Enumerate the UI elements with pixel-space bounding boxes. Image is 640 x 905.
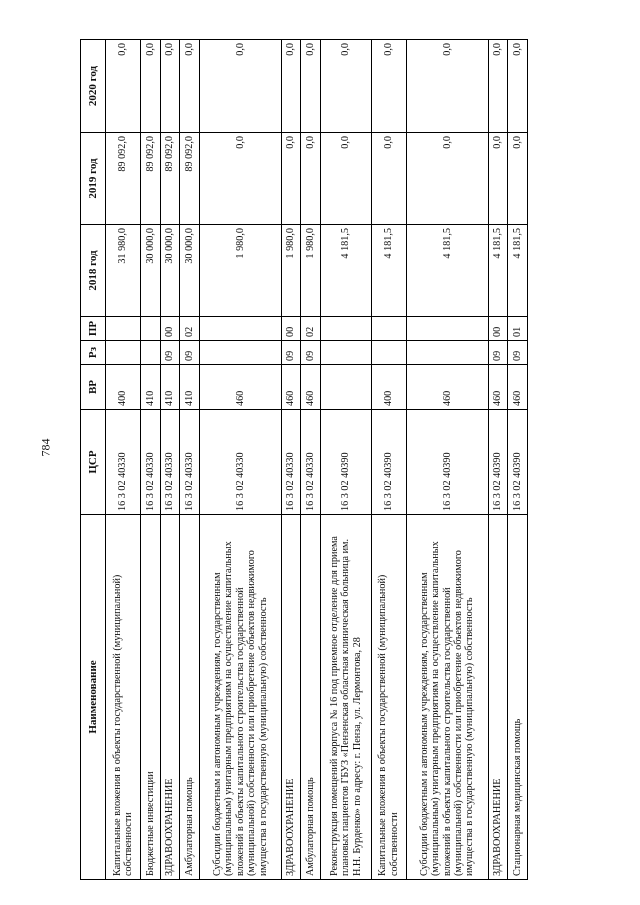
header-2020: 2020 год	[81, 40, 106, 133]
cell-2020: 0,0	[371, 40, 406, 133]
cell-2018: 1 980,0	[281, 225, 301, 317]
cell-2020: 0,0	[406, 40, 488, 133]
cell-2019: 89 092,0	[141, 133, 161, 225]
cell-vr: 460	[199, 365, 281, 410]
cell-name: Бюджетные инвестиции	[141, 515, 161, 880]
cell-pr: 02	[301, 317, 321, 341]
cell-vr	[320, 365, 371, 410]
cell-csr: 16 3 02 40390	[371, 410, 406, 515]
page-number: 784	[38, 438, 53, 457]
cell-name: Субсидии бюджетным и автономным учреждениям, государственным (муниципальным) унитарным предприятиям на осуществление капитальных вложений в объекты капитального строительства государственной (муниципальной) собственности или приобретение объектов недвижимого имущества в государственную (муниципальную) собственность	[199, 515, 281, 880]
table-row	[488, 40, 508, 880]
table-row	[141, 40, 161, 880]
table-row	[160, 40, 180, 880]
cell-rz	[371, 341, 406, 365]
cell-2018: 4 181,5	[488, 225, 508, 317]
cell-name: ЗДРАВООХРАНЕНИЕ	[488, 515, 508, 880]
cell-2018: 31 980,0	[106, 225, 141, 317]
cell-name: Амбулаторная помощь	[180, 515, 200, 880]
budget-table	[80, 39, 528, 880]
cell-pr	[141, 317, 161, 341]
cell-pr: 02	[180, 317, 200, 341]
table-row	[106, 40, 141, 880]
cell-vr: 460	[301, 365, 321, 410]
table-row	[320, 40, 371, 880]
cell-vr: 400	[371, 365, 406, 410]
cell-name: Капитальные вложения в объекты государственной (муниципальной) собственности	[106, 515, 141, 880]
cell-name: Стационарная медицинская помощь	[508, 515, 528, 880]
cell-2020: 0,0	[106, 40, 141, 133]
cell-pr	[106, 317, 141, 341]
cell-rz	[141, 341, 161, 365]
header-pr: ПР	[81, 317, 106, 341]
cell-2019: 0,0	[371, 133, 406, 225]
cell-2019: 89 092,0	[106, 133, 141, 225]
cell-pr: 01	[508, 317, 528, 341]
cell-rz: 09	[180, 341, 200, 365]
cell-pr: 00	[488, 317, 508, 341]
cell-2020: 0,0	[141, 40, 161, 133]
cell-rz: 09	[508, 341, 528, 365]
cell-rz	[106, 341, 141, 365]
cell-2018: 30 000,0	[141, 225, 161, 317]
cell-csr: 16 3 02 40390	[406, 410, 488, 515]
cell-name: Реконструкция помещений корпуса № 16 под приемное отделение для приема плановых пациентов ГБУЗ «Пензенская областная клиническая больница им. Н.Н. Бурденко» по адресу: г. Пенза, ул. Лермонтова, 28	[320, 515, 371, 880]
cell-2019: 89 092,0	[160, 133, 180, 225]
cell-csr: 16 3 02 40390	[508, 410, 528, 515]
cell-vr: 400	[106, 365, 141, 410]
table-row	[281, 40, 301, 880]
table-row	[371, 40, 406, 880]
cell-2018: 1 980,0	[199, 225, 281, 317]
cell-rz	[320, 341, 371, 365]
cell-pr: 00	[160, 317, 180, 341]
cell-name: ЗДРАВООХРАНЕНИЕ	[281, 515, 301, 880]
table-header-row	[81, 40, 106, 880]
table-row	[180, 40, 200, 880]
cell-vr: 460	[406, 365, 488, 410]
cell-vr: 410	[141, 365, 161, 410]
cell-name: Амбулаторная помощь	[301, 515, 321, 880]
table-row	[508, 40, 528, 880]
cell-name: Капитальные вложения в объекты государственной (муниципальной) собственности	[371, 515, 406, 880]
cell-2020: 0,0	[301, 40, 321, 133]
cell-2018: 1 980,0	[301, 225, 321, 317]
cell-2020: 0,0	[180, 40, 200, 133]
header-name: Наименование	[81, 515, 106, 880]
cell-rz: 09	[160, 341, 180, 365]
cell-vr: 460	[488, 365, 508, 410]
header-2019: 2019 год	[81, 133, 106, 225]
cell-2020: 0,0	[199, 40, 281, 133]
cell-csr: 16 3 02 40330	[301, 410, 321, 515]
header-rz: Рз	[81, 341, 106, 365]
cell-rz	[406, 341, 488, 365]
cell-2020: 0,0	[160, 40, 180, 133]
cell-2019: 0,0	[320, 133, 371, 225]
cell-pr	[320, 317, 371, 341]
cell-pr: 00	[281, 317, 301, 341]
cell-csr: 16 3 02 40330	[106, 410, 141, 515]
cell-csr: 16 3 02 40330	[160, 410, 180, 515]
budget-table-container	[80, 40, 528, 880]
cell-rz: 09	[301, 341, 321, 365]
cell-csr: 16 3 02 40330	[199, 410, 281, 515]
cell-2020: 0,0	[488, 40, 508, 133]
cell-vr: 410	[180, 365, 200, 410]
table-row	[406, 40, 488, 880]
cell-pr	[371, 317, 406, 341]
cell-vr: 410	[160, 365, 180, 410]
table-row	[199, 40, 281, 880]
cell-2019: 0,0	[199, 133, 281, 225]
cell-rz: 09	[488, 341, 508, 365]
cell-2019: 0,0	[488, 133, 508, 225]
cell-2018: 4 181,5	[406, 225, 488, 317]
cell-2018: 4 181,5	[320, 225, 371, 317]
cell-vr: 460	[508, 365, 528, 410]
cell-2020: 0,0	[320, 40, 371, 133]
cell-2018: 30 000,0	[160, 225, 180, 317]
header-csr: ЦСР	[81, 410, 106, 515]
header-2018: 2018 год	[81, 225, 106, 317]
cell-2020: 0,0	[508, 40, 528, 133]
cell-2019: 89 092,0	[180, 133, 200, 225]
header-vr: ВР	[81, 365, 106, 410]
cell-rz	[199, 341, 281, 365]
cell-csr: 16 3 02 40330	[180, 410, 200, 515]
cell-rz: 09	[281, 341, 301, 365]
cell-csr: 16 3 02 40330	[141, 410, 161, 515]
cell-csr: 16 3 02 40390	[320, 410, 371, 515]
cell-2019: 0,0	[281, 133, 301, 225]
cell-2019: 0,0	[301, 133, 321, 225]
cell-name: Субсидии бюджетным и автономным учреждениям, государственным (муниципальным) унитарным предприятиям на осуществление капитальных вложений в объекты капитального строительства государственной (муниципальной) собственности или приобретение объектов недвижимого имущества в государственную (муниципальную) собственность	[406, 515, 488, 880]
cell-2020: 0,0	[281, 40, 301, 133]
cell-csr: 16 3 02 40390	[488, 410, 508, 515]
cell-2019: 0,0	[406, 133, 488, 225]
cell-2018: 30 000,0	[180, 225, 200, 317]
cell-2018: 4 181,5	[371, 225, 406, 317]
cell-2018: 4 181,5	[508, 225, 528, 317]
cell-pr	[406, 317, 488, 341]
table-row	[301, 40, 321, 880]
cell-csr: 16 3 02 40330	[281, 410, 301, 515]
cell-name: ЗДРАВООХРАНЕНИЕ	[160, 515, 180, 880]
cell-2019: 0,0	[508, 133, 528, 225]
cell-vr: 460	[281, 365, 301, 410]
cell-pr	[199, 317, 281, 341]
